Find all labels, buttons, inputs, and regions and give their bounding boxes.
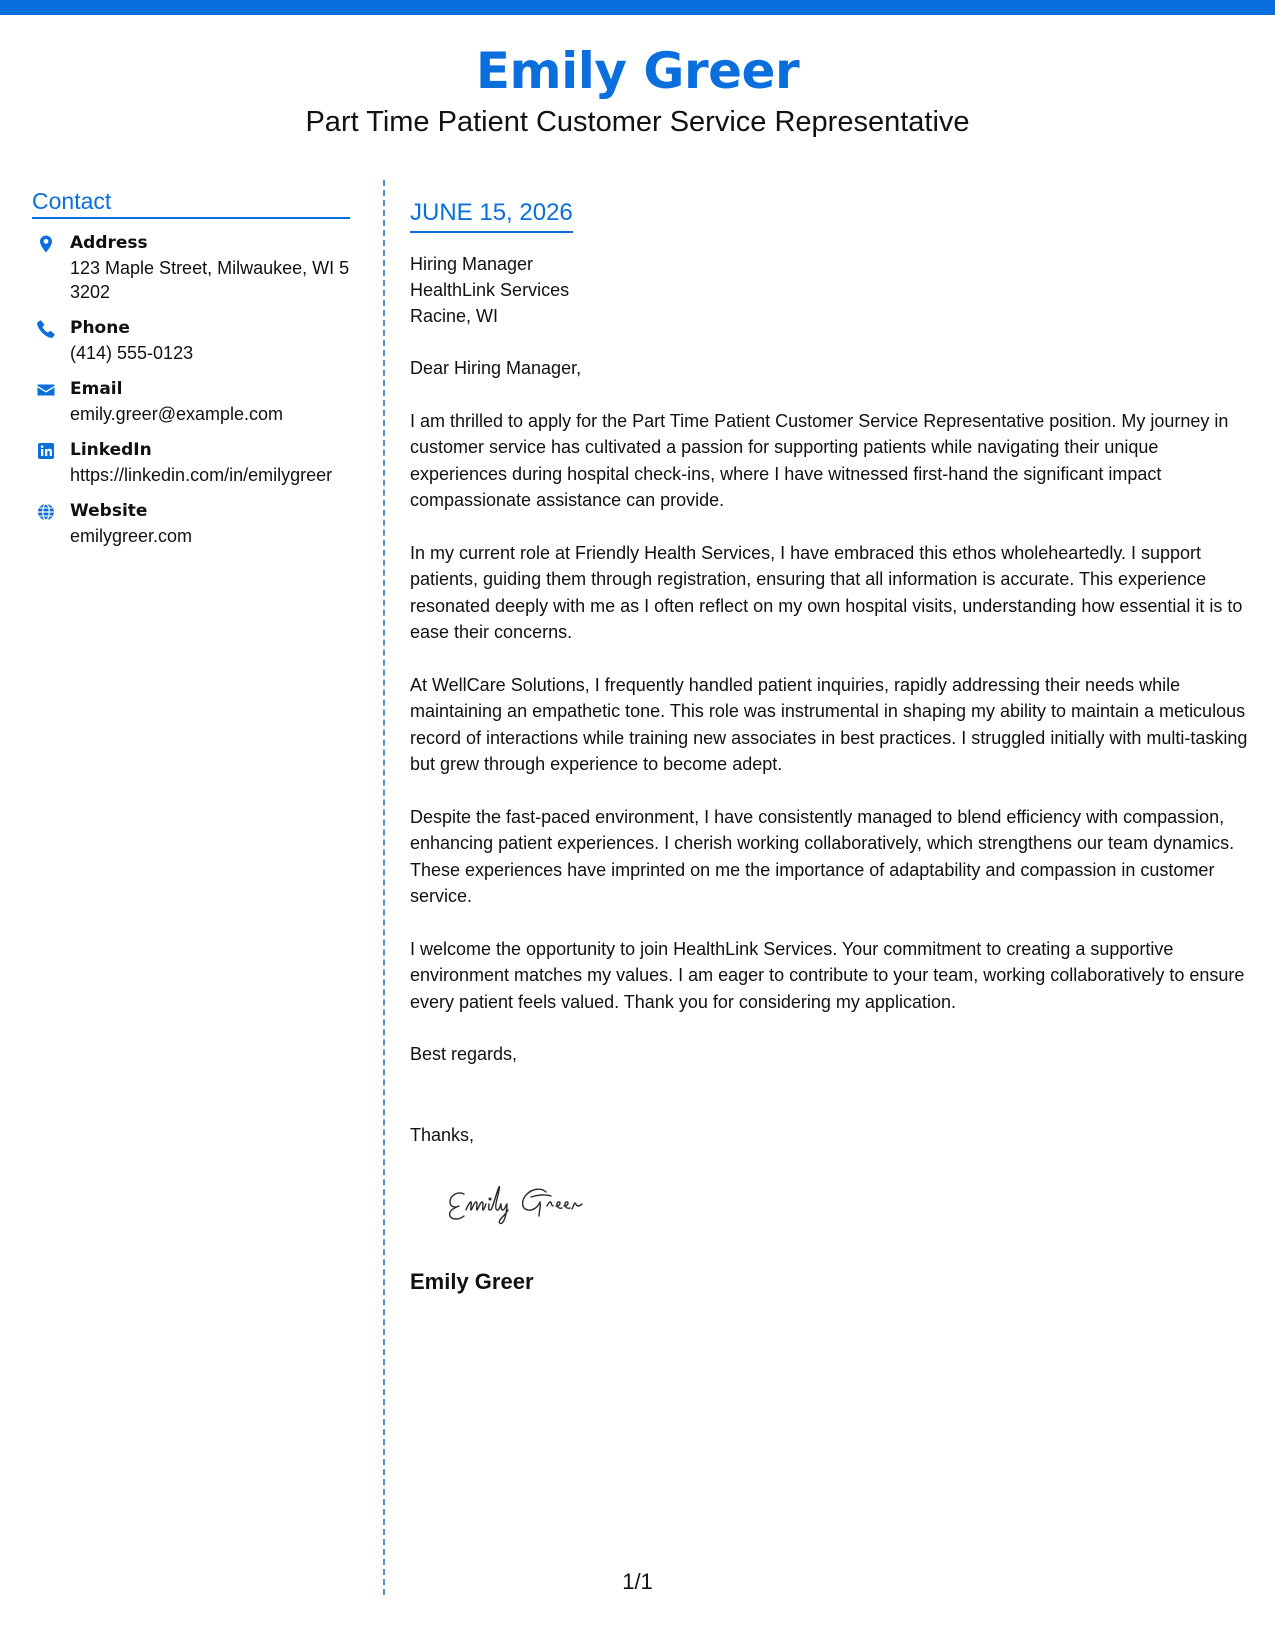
column-divider <box>383 180 385 1595</box>
job-title: Part Time Patient Customer Service Representative <box>305 106 970 138</box>
contact-value: https://linkedin.com/in/emilygreer <box>70 465 333 485</box>
contact-heading: Contact <box>32 186 350 219</box>
location-pin-icon <box>36 234 56 254</box>
contact-label: Phone <box>70 318 130 338</box>
contact-linkedin <box>32 438 352 487</box>
top-accent-bar <box>0 0 1275 15</box>
closing-line: Best regards, <box>410 1044 518 1064</box>
globe-icon <box>36 502 56 522</box>
contact-email <box>32 377 352 426</box>
body-paragraph: I welcome the opportunity to join HealthLink Services. Your commitment to creating a supportive environment matches my values. I am eager to contribute to your team, working collaboratively to ensure every patient feels valued. Thank you for considering my application. <box>410 938 1245 1012</box>
contact-label: Email <box>70 379 123 399</box>
recipient-line: HealthLink Services <box>410 280 570 300</box>
contact-value: (414) 555-0123 <box>70 343 194 363</box>
email-icon <box>36 380 56 400</box>
thanks-line: Thanks, <box>410 1124 475 1145</box>
body-paragraph: I am thrilled to apply for the Part Time Patient Customer Service Representative position. My journey in customer service has cultivated a passion for supporting patients while navigating their unique experiences during hospital check-ins, where I have witnessed first-hand the significant impact compassionate assistance can provide. <box>410 410 1229 510</box>
page-number: 1/1 <box>622 1569 653 1594</box>
contact-value: 123 Maple Street, Milwaukee, WI 53202 <box>70 258 350 302</box>
body-paragraph: Despite the fast-paced environment, I have consistently managed to blend efficiency with compassion, enhancing patient experiences. I cherish working collaboratively, which strengthens our team dynamics. These experiences have imprinted on me the importance of adaptability and compassion in customer service. <box>410 806 1235 906</box>
contact-label: Address <box>70 233 148 253</box>
letter-body <box>410 196 1252 1296</box>
body-paragraph: At WellCare Solutions, I frequently handled patient inquiries, rapidly addressing their needs while maintaining an empathetic tone. This role was instrumental in shaping my ability to maintain a meticulous record of interactions while training new associates in best practices. I struggled initially with multi-tasking but grew through experience to become adept. <box>410 674 1248 774</box>
contact-value: emilygreer.com <box>70 526 193 546</box>
contact-label: Website <box>70 501 148 521</box>
recipient-block <box>410 251 1252 329</box>
linkedin-icon <box>36 441 56 461</box>
applicant-name: Emily Greer <box>475 42 800 100</box>
recipient-line: Hiring Manager <box>410 254 534 274</box>
contact-website <box>32 499 352 548</box>
contact-address <box>32 231 352 304</box>
salutation: Dear Hiring Manager, <box>410 358 582 378</box>
handwritten-signature <box>444 1176 654 1232</box>
contact-phone <box>32 316 352 365</box>
contact-sidebar <box>32 186 352 548</box>
recipient-line: Racine, WI <box>410 306 499 326</box>
body-paragraph: In my current role at Friendly Health Services, I have embraced this ethos wholeheartedly. I support patients, guiding them through registration, ensuring that all information is accurate. This experience resonated deeply with me as I often reflect on my own hospital visits, understanding how essential it is to ease their concerns. <box>410 542 1243 642</box>
document-header <box>0 38 1275 140</box>
letter-date: JUNE 15, 2026 <box>410 196 573 233</box>
phone-icon <box>36 319 56 339</box>
signed-name: Emily Greer <box>410 1268 534 1294</box>
contact-value: emily.greer@example.com <box>70 404 284 424</box>
contact-label: LinkedIn <box>70 440 152 460</box>
